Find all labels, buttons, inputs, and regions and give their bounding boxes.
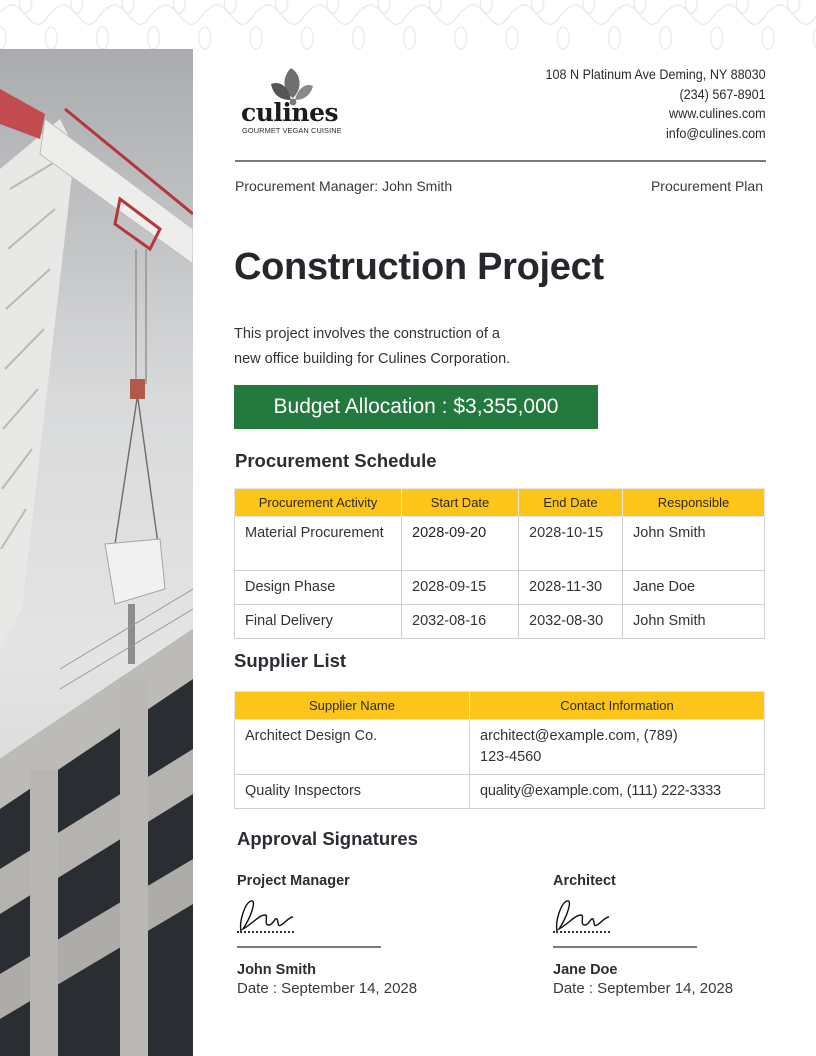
- signer-role: Project Manager: [237, 873, 350, 889]
- company-phone: (234) 567-8901: [679, 85, 766, 102]
- responsible-cell: John Smith: [623, 605, 765, 639]
- signature-date: Date : September 14, 2028: [553, 980, 734, 997]
- construction-photo: [0, 49, 193, 1056]
- table-row: [235, 775, 765, 809]
- signature-dotted-line: [237, 931, 294, 933]
- document-meta: [235, 178, 763, 194]
- responsible-cell: Jane Doe: [623, 571, 765, 605]
- signature-area: [237, 891, 417, 937]
- signer-role: Architect: [553, 873, 616, 889]
- column-header: Responsible: [623, 489, 765, 517]
- column-header: Contact Information: [470, 692, 765, 720]
- company-website: www.culines.com: [669, 105, 766, 121]
- table-row: [235, 720, 765, 775]
- signature-date: Date : September 14, 2028: [237, 980, 418, 997]
- end-date-cell: 2032-08-30: [519, 605, 623, 639]
- procurement-manager: Procurement Manager: John Smith: [235, 178, 453, 194]
- construction-crane-photo-icon: [0, 49, 193, 1056]
- page-title: Construction Project: [234, 246, 604, 288]
- schedule-heading: Procurement Schedule: [235, 450, 437, 471]
- activity-cell: Final Delivery: [235, 605, 402, 639]
- table-header-row: [235, 692, 765, 720]
- company-address: 108 N Platinum Ave Deming, NY 88030: [545, 66, 766, 82]
- end-date-cell: 2028-10-15: [519, 517, 623, 571]
- start-date-cell: 2028-09-20: [402, 517, 519, 571]
- contact-cell: architect@example.com, (789) 123-4560: [470, 720, 765, 775]
- supplier-name-cell: Architect Design Co.: [235, 720, 470, 775]
- signature-block-architect: [553, 873, 733, 997]
- activity-cell: Design Phase: [235, 571, 402, 605]
- description-line-1: This project involves the construction of a: [234, 326, 500, 342]
- signature-scribble-icon: [553, 895, 613, 935]
- signature-line: [237, 946, 381, 948]
- company-email: info@culines.com: [666, 124, 766, 141]
- responsible-cell: John Smith: [623, 517, 765, 571]
- supplier-heading: Supplier List: [234, 650, 347, 671]
- signer-name: John Smith: [237, 962, 316, 978]
- activity-cell: Material Procurement: [235, 517, 402, 571]
- approvals-heading: Approval Signatures: [237, 828, 418, 849]
- contact-info: [546, 65, 766, 143]
- table-row: [235, 571, 765, 605]
- start-date-cell: 2028-09-15: [402, 571, 519, 605]
- logo-tagline: GOURMET VEGAN CUISINE: [242, 126, 342, 135]
- start-date-cell: 2032-08-16: [402, 605, 519, 639]
- header-divider: [235, 160, 766, 162]
- signature-block-project-manager: [237, 873, 417, 997]
- project-description: [234, 322, 564, 372]
- table-row: [235, 605, 765, 639]
- supplier-table: [234, 691, 765, 809]
- signature-scribble-icon: [237, 895, 297, 935]
- description-line-2: new office building for Culines Corporation.: [234, 351, 511, 367]
- logo-wordmark: culines: [241, 98, 339, 127]
- budget-banner: Budget Allocation : $3,355,000: [234, 385, 598, 429]
- column-header: End Date: [519, 489, 623, 517]
- company-logo: [241, 66, 351, 140]
- end-date-cell: 2028-11-30: [519, 571, 623, 605]
- table-header-row: [235, 489, 765, 517]
- supplier-name-cell: Quality Inspectors: [235, 775, 470, 809]
- table-row: [235, 517, 765, 571]
- signature-line: [553, 946, 697, 948]
- procurement-schedule-table: [234, 488, 765, 639]
- column-header: Procurement Activity: [235, 489, 402, 517]
- signature-dotted-line: [553, 931, 610, 933]
- document-type: Procurement Plan: [650, 178, 763, 194]
- column-header: Supplier Name: [235, 692, 470, 720]
- document-body: [234, 0, 766, 1056]
- column-header: Start Date: [402, 489, 519, 517]
- contact-cell: quality@example.com, (111) 222-3333: [470, 775, 765, 809]
- signer-name: Jane Doe: [553, 962, 618, 978]
- signature-area: [553, 891, 733, 937]
